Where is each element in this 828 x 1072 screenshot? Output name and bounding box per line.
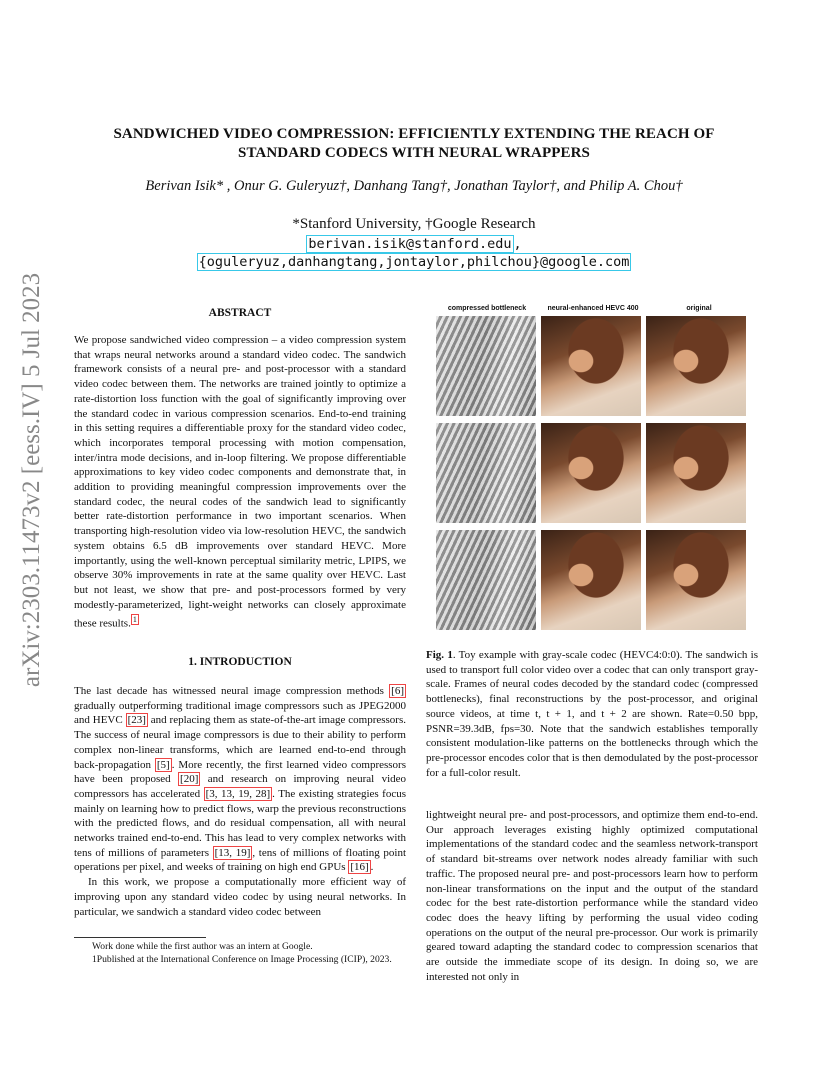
right-column-paragraph: lightweight neural pre- and post-processors, and optimize them end-to-end. Our approach leverages existing highly optimized computational implementations of the standard codec and the seamless network-transport of standard bit-streams over network nodes already familiar with such traffic. The proposed neural pre- and post-processors learn how to perform non-linear transformations on the input and the output of the standard codec for the best rate-distortion performance while the standard video codec does the heavy lifting by performing the usual video coding operations on the output of the neural pre-processor. Our work is primarily geared toward adapting the standard codec to compression scenarios that are outside the immediate scope of its design. In doing so, we are interested not only in xyxy=(426,809,758,983)
intro-text: The last decade has witnessed neural image compression methods xyxy=(74,685,390,697)
introduction-body xyxy=(74,684,406,919)
label-compressed-bottleneck: compressed bottleneck xyxy=(447,305,527,312)
right-column-body xyxy=(426,808,758,984)
title-line-2: STANDARD CODECS WITH NEURAL WRAPPERS xyxy=(238,145,590,161)
paper-title xyxy=(70,125,758,163)
intro-text: . The existing strategies focus mainly on learning how to predict flows, warp the previous reconstructions with the predicted flows, and do residual compensation, all with neural networks trained end-to-end. This has lead to very complex networks with tens of millions of parameters xyxy=(74,787,406,859)
bottleneck-frame-t2 xyxy=(436,530,536,630)
original-frame-t2 xyxy=(646,530,746,630)
label-original: original xyxy=(686,305,712,312)
introduction-heading: 1. INTRODUCTION xyxy=(188,656,292,668)
intro-paragraph-2: In this work, we propose a computationally more efficient way of improving upon any standard video codec by using neural networks. In particular, we sandwich a standard video codec between xyxy=(74,876,406,918)
citation-link[interactable]: [16] xyxy=(350,861,369,874)
reconstruction-frame-t2 xyxy=(541,530,641,630)
email-link-google[interactable]: {oguleryuz,danhangtang,jontaylor,philchou}@google.com xyxy=(198,254,630,270)
citation-link[interactable]: [13, 19] xyxy=(214,846,251,859)
reconstruction-frame-t xyxy=(541,316,641,416)
citation-link[interactable]: [20] xyxy=(180,773,199,786)
footnotes xyxy=(74,941,406,966)
intro-paragraph-1 xyxy=(74,684,406,875)
citation-link[interactable]: [6] xyxy=(391,685,404,697)
footnote-publication: 1Published at the International Conference on Image Processing (ICIP), 2023. xyxy=(92,953,392,965)
affiliation: *Stanford University, †Google Research xyxy=(292,216,536,232)
title-line-1: SANDWICHED VIDEO COMPRESSION: EFFICIENTLY EXTENDING THE REACH OF xyxy=(113,126,715,142)
email-line-2 xyxy=(60,254,768,270)
bottleneck-frame-t1 xyxy=(436,423,536,523)
original-frame-t1 xyxy=(646,423,746,523)
abstract-text: We propose sandwiched video compression – a video compression system that wraps neural networks around a standard video codec. The sandwich framework consists of a neural pre- and post-processor with a standard video codec between them. The networks are trained jointly to optimize a rate-distortion loss function with the goal of significantly improving over the standard codec in various compression scenarios. End-to-end training in this setting requires a differentiable proxy for the standard video codec, which incorporates temporal processing with motion compensation, inter/intra mode decisions, and in-loop filtering. We propose differentiable approximations to key video codec components and demonstrate that, in addition to providing meaningful compression improvements over the standard codec, the neural codes of the sandwich lead to significantly better rate-distortion performance in two important scenarios. When transporting high-resolution video via low-resolution HEVC, the sandwich system obtains 6.5 dB improvements over standard HEVC. More importantly, using the well-known perceptual similarity metric, LPIPS, we observe 30% improvements in rate at the same quality over HEVC. Last but not least, we show that pre- and post-processors formed by very modestly-parameterized, light-weight networks can closely approximate these results. xyxy=(74,334,406,631)
intro-text: and replacing them as state-of-the-art image compressors. The success of neural image compressors is due to their ability to perform complex non-linear transforms, which are learned end-to-end through back-propagation xyxy=(74,714,406,771)
original-frame-t xyxy=(646,316,746,416)
footnote-rule xyxy=(74,937,206,938)
caption-text: . Toy example with gray-scale codec (HEVC4:0:0). The sandwich is used to transport full color video over a codec that can only transport gray-scale. Frames of neural codes decoded by the standard codec (compressed bottlenecks), final reconstructions by the post-processor, and original source videos, at time t, t + 1, and t + 2 are shown. Rate=0.50 bpp, PSNR=39.3dB, fps=30. Note that the sandwich establishes temporally consistent modulation-like patterns on the bottlenecks through which the pre-processor encodes color that is then demodulated by the post-processor for a full-color result. xyxy=(426,649,759,779)
arxiv-sidebar xyxy=(8,272,56,688)
citation-link[interactable]: [5] xyxy=(156,758,170,771)
email-separator: , xyxy=(513,236,522,252)
intro-text: and research on improving neural video compressors has accelerated xyxy=(74,773,407,800)
bottleneck-frame-t xyxy=(436,316,536,416)
intro-text: . More recently, the first learned video compressors have been proposed xyxy=(74,758,406,786)
abstract-heading: ABSTRACT xyxy=(208,307,272,319)
footnote-affiliation: Work done while the first author was an intern at Google. xyxy=(92,941,313,952)
email-line-1 xyxy=(60,236,768,252)
figure-1-caption xyxy=(426,648,758,780)
intro-text: . xyxy=(370,861,374,874)
abstract-body xyxy=(74,333,406,632)
intro-text: gradually outperforming traditional image compressors such as JPEG2000 and HEVC xyxy=(74,699,406,727)
email-link-stanford[interactable]: berivan.isik@stanford.edu xyxy=(308,236,512,252)
caption-label: Fig. 1 xyxy=(426,649,453,661)
intro-text: , tens of millions of floating point operations per pixel, and weeks of training on high end GPUs xyxy=(74,846,406,874)
citation-link[interactable]: [3, 13, 19, 28] xyxy=(205,787,271,800)
reconstruction-frame-t1 xyxy=(541,423,641,523)
figure-1 xyxy=(434,300,758,632)
citation-link[interactable]: [23] xyxy=(127,714,146,727)
arxiv-identifier: arXiv:2303.11473v2 [eess.IV] 5 Jul 2023 xyxy=(18,272,45,688)
authors: Berivan Isik* , Onur G. Guleryuz†, Danhang Tang†, Jonathan Taylor†, and Philip A. Chou† xyxy=(145,178,683,194)
label-neural-enhanced: neural-enhanced HEVC 400 xyxy=(547,305,639,312)
footnote-ref-1[interactable]: 1 xyxy=(132,615,137,625)
